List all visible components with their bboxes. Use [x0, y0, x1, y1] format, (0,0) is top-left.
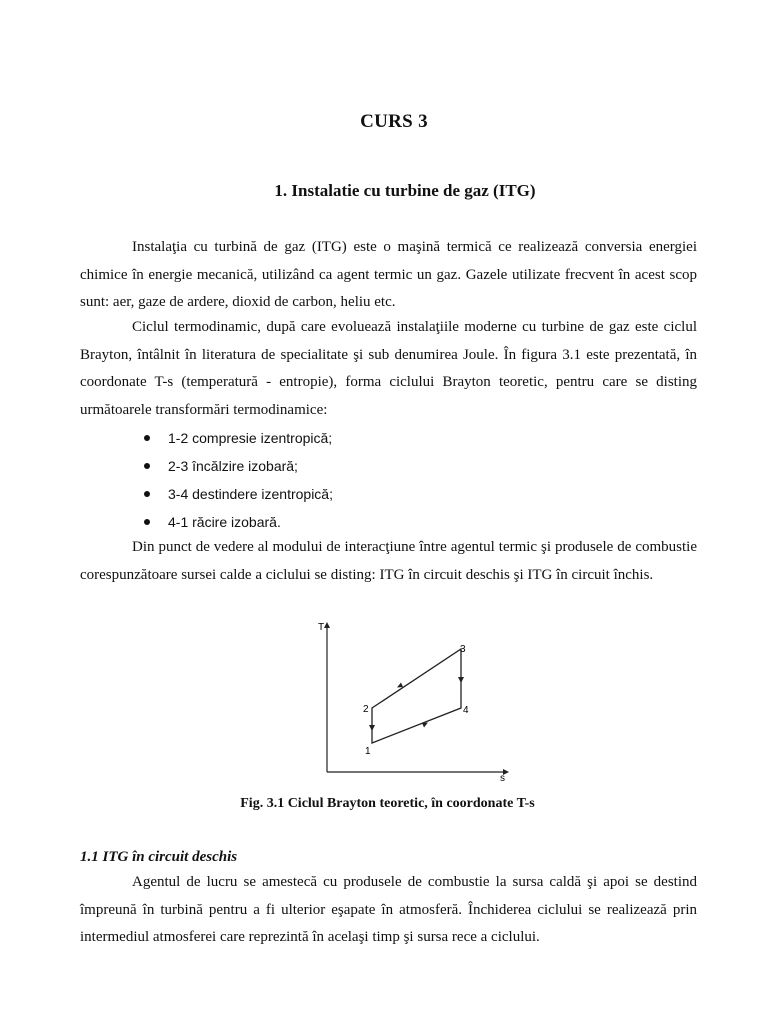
- point-3-label: 3: [460, 644, 466, 655]
- t-axis-label: T: [318, 622, 325, 633]
- paragraph-intro: Instalaţia cu turbină de gaz (ITG) este o maşină termică ce realizează conversia energiei chimice în energie mecanică, utilizând ca agent termic un gaz. Gazele utilizate frecvent în acest scop sunt: aer, gaze de ardere, dioxid de carbon, heliu etc.: [80, 239, 697, 310]
- list-item: [144, 424, 333, 452]
- figure-caption: Fig. 3.1 Ciclul Brayton teoretic, în coordonate T-s: [240, 796, 535, 811]
- paragraph-brayton-cycle: Ciclul termodinamic, după care evoluează instalaţiile moderne cu turbine de gaz este ciclul Brayton, întâlnit în literatura de specialitate şi sub denumirea Joule. În figura 3.1 este prezentată, în coordonate T-s (temperatură - entropie), forma ciclului Brayton teoretic, pentru care se disting următoarele transformări termodinamice:: [80, 319, 697, 418]
- list-item-text: 1-2 compresie izentropică;: [168, 430, 333, 446]
- brayton-ts-diagram: [310, 617, 520, 785]
- bullet-icon: [144, 491, 150, 497]
- brayton-ts-svg: [310, 617, 520, 785]
- point-1-label: 1: [365, 746, 371, 757]
- subsection-title: 1.1 ITG în circuit deschis: [80, 849, 238, 865]
- list-item-text: 2-3 încălzire izobară;: [168, 458, 298, 474]
- brayton-cycle-path: [372, 649, 461, 743]
- s-axis-label: s: [500, 773, 505, 784]
- arrow-2-3-icon: [397, 683, 403, 688]
- list-item: [144, 480, 333, 508]
- paragraph-open-circuit: Agentul de lucru se amestecă cu produsele de combustie la sursa caldă şi apoi se destind împreună în turbină pentru a fi ulterior eşapate în atmosferă. Închiderea ciclului se realizează prin intermediul atmosferei care reprezintă în acelaşi timp şi sursa rece a ciclului.: [80, 874, 697, 945]
- bullet-icon: [144, 435, 150, 441]
- arrow-1-2-icon: [369, 725, 375, 731]
- section-title: 1. Instalatie cu turbine de gaz (ITG): [274, 181, 536, 200]
- list-item-text: 4-1 răcire izobară.: [168, 514, 281, 530]
- bullet-icon: [144, 519, 150, 525]
- arrow-4-1-icon: [422, 723, 428, 728]
- arrow-3-4-icon: [458, 677, 464, 683]
- list-item: [144, 508, 333, 536]
- list-item-text: 3-4 destindere izentropică;: [168, 486, 333, 502]
- point-2-label: 2: [363, 704, 369, 715]
- paragraph-circuit-types: Din punct de vedere al modului de interacţiune între agentul termic şi produsele de combustie corespunzătoare sursei calde a ciclului se disting: ITG în circuit deschis şi ITG în circuit închis.: [80, 539, 697, 583]
- course-title: CURS 3: [360, 111, 428, 132]
- list-item: [144, 452, 333, 480]
- point-4-label: 4: [463, 705, 469, 716]
- transformations-list: [144, 424, 333, 536]
- bullet-icon: [144, 463, 150, 469]
